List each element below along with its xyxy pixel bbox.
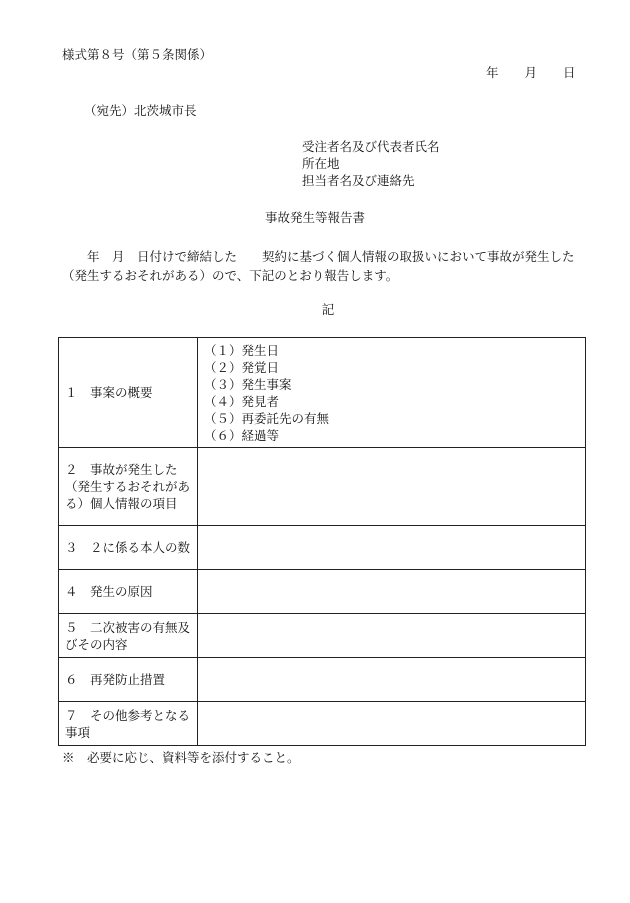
row-content [198,338,586,448]
row-label: ６ 再発防止措置 [59,658,198,702]
attachment-note: ※ 必要に応じ、資料等を添付すること。 [62,750,300,765]
table-row [59,570,586,614]
row-content [198,614,586,658]
contractor-name-line: 受注者名及び代表者氏名 [302,139,440,154]
contractor-contact-line: 担当者名及び連絡先 [302,173,415,188]
list-item: （６）経過等 [204,427,280,443]
list-item: （５）再委託先の有無 [204,410,330,426]
report-table [58,337,586,746]
addressee: （宛先）北茨城市長 [84,103,197,118]
row-label: ５ 二次被害の有無及びその内容 [59,614,198,658]
row-label: １ 事案の概要 [59,338,198,448]
table-row [59,338,586,448]
list-item: （２）発覚日 [204,359,280,375]
list-item: （１）発生日 [204,342,280,358]
table-row [59,448,586,526]
date-year: 年 [486,65,499,80]
form-number: 様式第８号（第５条関係） [62,47,213,62]
list-item: （４）発見者 [204,393,280,409]
table-row [59,526,586,570]
table-row [59,614,586,658]
row-label: ３ ２に係る本人の数 [59,526,198,570]
date-day: 日 [563,65,576,80]
table-row [59,702,586,746]
row-content [198,658,586,702]
table-row [59,658,586,702]
report-date [486,65,576,81]
row-content [198,526,586,570]
contractor-block [302,139,440,190]
report-body: 年 月 日付けで締結した 契約に基づく個人情報の取扱いにおいて事故が発生した（発生するおそれがある）ので、下記のとおり報告します。 [62,249,575,283]
row-label: ７ その他参考となる事項 [59,702,198,746]
date-month: 月 [524,65,538,80]
row-content [198,702,586,746]
document-title: 事故発生等報告書 [264,210,365,225]
row-content [198,448,586,526]
list-item: （３）発生事案 [204,376,292,392]
row-content [198,570,586,614]
contractor-address-line: 所在地 [302,156,340,171]
row-label: ４ 発生の原因 [59,570,198,614]
ki-heading: 記 [321,302,335,317]
row-label: ２ 事故が発生した（発生するおそれがある）個人情報の項目 [59,448,198,526]
